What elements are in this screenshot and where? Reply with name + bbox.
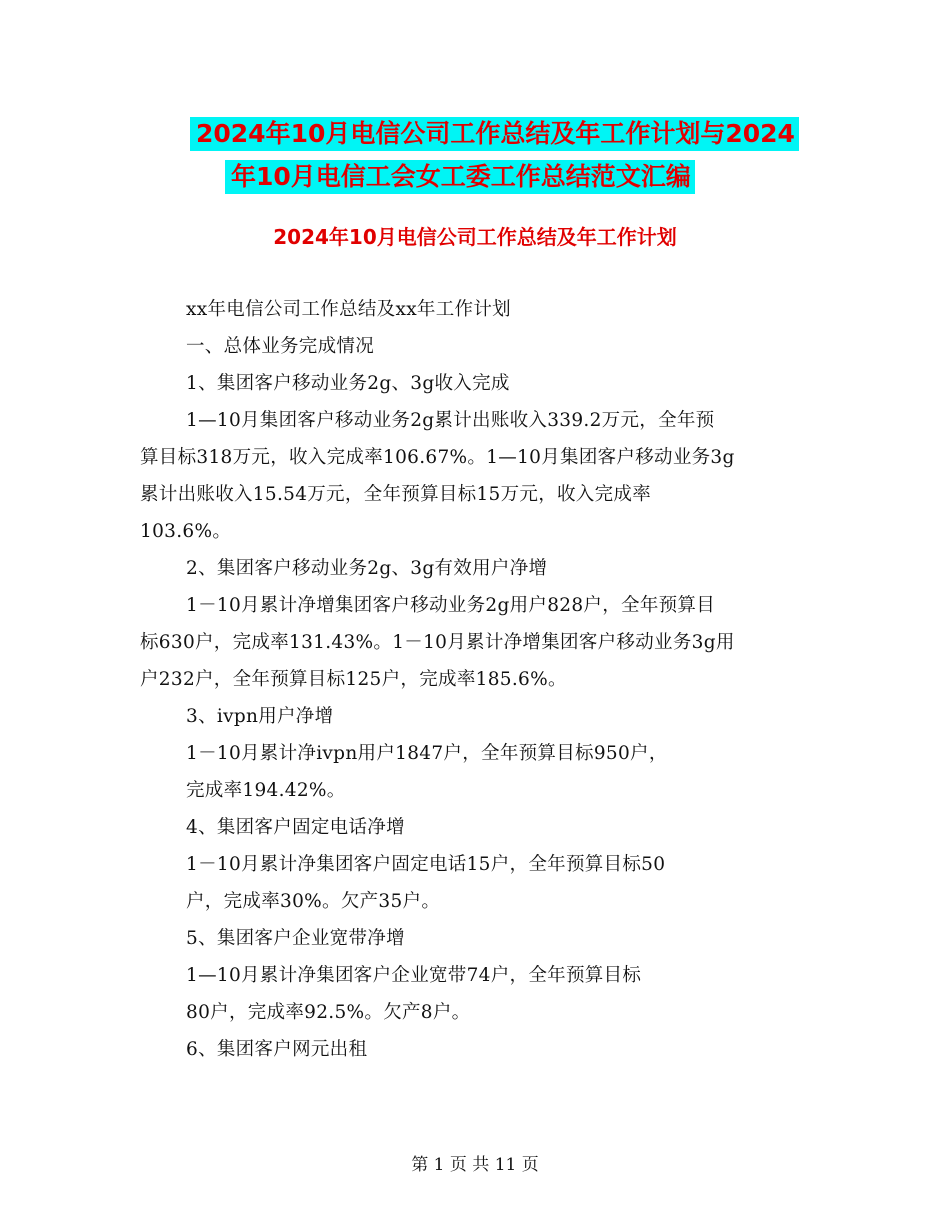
- paragraph-line: 2、集团客户移动业务2g、3g有效用户净增: [186, 558, 548, 579]
- paragraph-line: 1、集团客户移动业务2g、3g收入完成: [186, 373, 510, 394]
- paragraph-line: 3、ivpn用户净增: [186, 706, 334, 727]
- paragraph-line: 1－10月累计净集团客户固定电话15户，全年预算目标50: [186, 854, 666, 875]
- title-line-2: 年10月电信工会女工委工作总结范文汇编: [225, 160, 695, 194]
- title-line-1: 2024年10月电信公司工作总结及年工作计划与2024: [190, 117, 799, 151]
- paragraph-line: 80户，完成率92.5%。欠产8户。: [186, 1002, 471, 1023]
- paragraph-line: 算目标318万元，收入完成率106.67%。1—10月集团客户移动业务3g: [140, 447, 735, 468]
- paragraph-line: 一、总体业务完成情况: [186, 336, 375, 357]
- paragraph-line: 1－10月累计净ivpn用户1847户，全年预算目标950户，: [186, 743, 668, 764]
- page-footer: [0, 1152, 950, 1178]
- paragraph-line: 1—10月累计净集团客户企业宽带74户，全年预算目标: [186, 965, 642, 986]
- paragraph-line: 户，完成率30%。欠产35户。: [186, 891, 441, 912]
- paragraph-line: 完成率194.42%。: [186, 780, 346, 801]
- paragraph-line: 6、集团客户网元出租: [186, 1039, 368, 1060]
- paragraph-line: 户232户，全年预算目标125户，完成率185.6%。: [140, 669, 567, 690]
- paragraph-line: 1—10月集团客户移动业务2g累计出账收入339.2万元，全年预: [186, 410, 715, 431]
- paragraph-line: 标630户，完成率131.43%。1－10月累计净增集团客户移动业务3g用: [140, 632, 735, 653]
- paragraph-line: 1－10月累计净增集团客户移动业务2g用户828户，全年预算目: [186, 595, 716, 616]
- paragraph-line: xx年电信公司工作总结及xx年工作计划: [186, 299, 511, 320]
- section-heading: 2024年10月电信公司工作总结及年工作计划: [273, 225, 677, 249]
- paragraph-line: 4、集团客户固定电话净增: [186, 817, 405, 838]
- document-body: [140, 291, 820, 1068]
- page-indicator: 第 1 页 共 11 页: [411, 1155, 539, 1175]
- paragraph-line: 累计出账收入15.54万元，全年预算目标15万元，收入完成率: [140, 484, 652, 505]
- paragraph-line: 5、集团客户企业宽带净增: [186, 928, 405, 949]
- paragraph-line: 103.6%。: [140, 521, 232, 542]
